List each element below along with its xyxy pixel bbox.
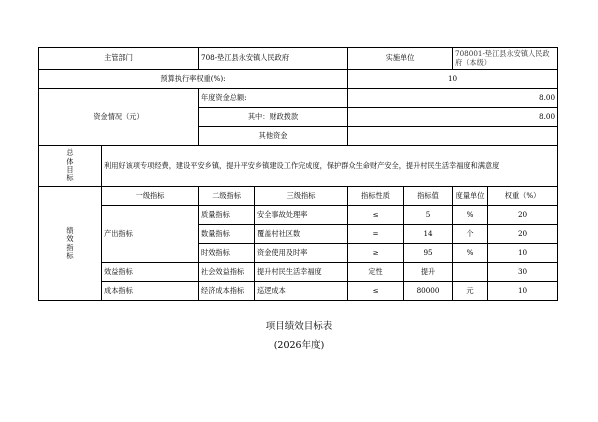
table-row [39,206,558,225]
unit-cell: 个 [453,225,488,244]
overall-goal-row [39,146,558,187]
value-cell: 80000 [404,282,453,301]
unit-cell: % [453,206,488,225]
value-cell: 14 [404,225,453,244]
funds-total-label: 年度资金总额: [199,89,348,108]
level1-cost: 成本指标 [102,282,199,301]
dept-value: 708-垫江县永安镇人民政府 [199,48,348,70]
level3-cell: 安全事故处理率 [255,206,348,225]
value-cell: 提升 [404,263,453,282]
funds-row-total [39,89,558,108]
nature-cell: ≥ [348,244,404,263]
weight-cell: 10 [488,282,558,301]
overall-goal-text: 利用好该项专项经费，建设平安乡镇，提升平安乡镇建设工作完成度，保护群众生命财产安全，提升村民生活幸福度和满意度 [102,146,558,187]
funds-fiscal-value: 8.00 [348,108,558,127]
level2-cell: 社会效益指标 [199,263,255,282]
weight-row [39,70,558,89]
nature-cell: ≤ [348,282,404,301]
value-cell: 95 [404,244,453,263]
unit-value: 708001-垫江县永安镇人民政府（本级） [453,48,558,70]
unit-cell: 元 [453,282,488,301]
funds-label: 资金情况（元） [39,89,199,146]
level1-benefit: 效益指标 [102,263,199,282]
weight-cell: 10 [488,244,558,263]
performance-target-table [38,47,558,301]
header-level1: 一级指标 [102,187,199,206]
unit-cell: % [453,244,488,263]
dept-label: 主管部门 [39,48,199,70]
overall-goal-label: 总 体 目 标 [39,146,102,187]
funds-other-label: 其他资金 [199,127,348,146]
weight-cell: 30 [488,263,558,282]
funds-fiscal-label: 其中：财政拨款 [199,108,348,127]
table-row [39,263,558,282]
header-row [39,48,558,70]
nature-cell: = [348,225,404,244]
document-title: 项目绩效目标表 [265,321,333,332]
header-level2: 二级指标 [199,187,255,206]
nature-cell: ≤ [348,206,404,225]
header-value: 指标值 [404,187,453,206]
weight-cell: 20 [488,225,558,244]
header-unit: 度量单位 [453,187,488,206]
indicators-label: 绩 效 指 标 [39,187,102,301]
level2-cell: 数量指标 [199,225,255,244]
weight-value: 10 [348,70,558,89]
header-level3: 三级指标 [255,187,348,206]
unit-label: 实施单位 [348,48,453,70]
level2-cell: 时效指标 [199,244,255,263]
document-year: (2026年度) [273,340,325,351]
header-weight: 权重（%） [488,187,558,206]
weight-label: 预算执行率权重(%): [39,70,348,89]
indicator-header-row [39,187,558,206]
unit-cell [453,263,488,282]
table-row [39,282,558,301]
value-cell: 5 [404,206,453,225]
funds-other-value [348,127,558,146]
level2-cell: 经济成本指标 [199,282,255,301]
weight-cell: 20 [488,206,558,225]
level3-cell: 资金使用及时率 [255,244,348,263]
level3-cell: 覆盖村社区数 [255,225,348,244]
level1-output: 产出指标 [102,206,199,263]
header-nature: 指标性质 [348,187,404,206]
level3-cell: 巡逻成本 [255,282,348,301]
nature-cell: 定性 [348,263,404,282]
funds-total-value: 8.00 [348,89,558,108]
level3-cell: 提升村民生活幸福度 [255,263,348,282]
level2-cell: 质量指标 [199,206,255,225]
